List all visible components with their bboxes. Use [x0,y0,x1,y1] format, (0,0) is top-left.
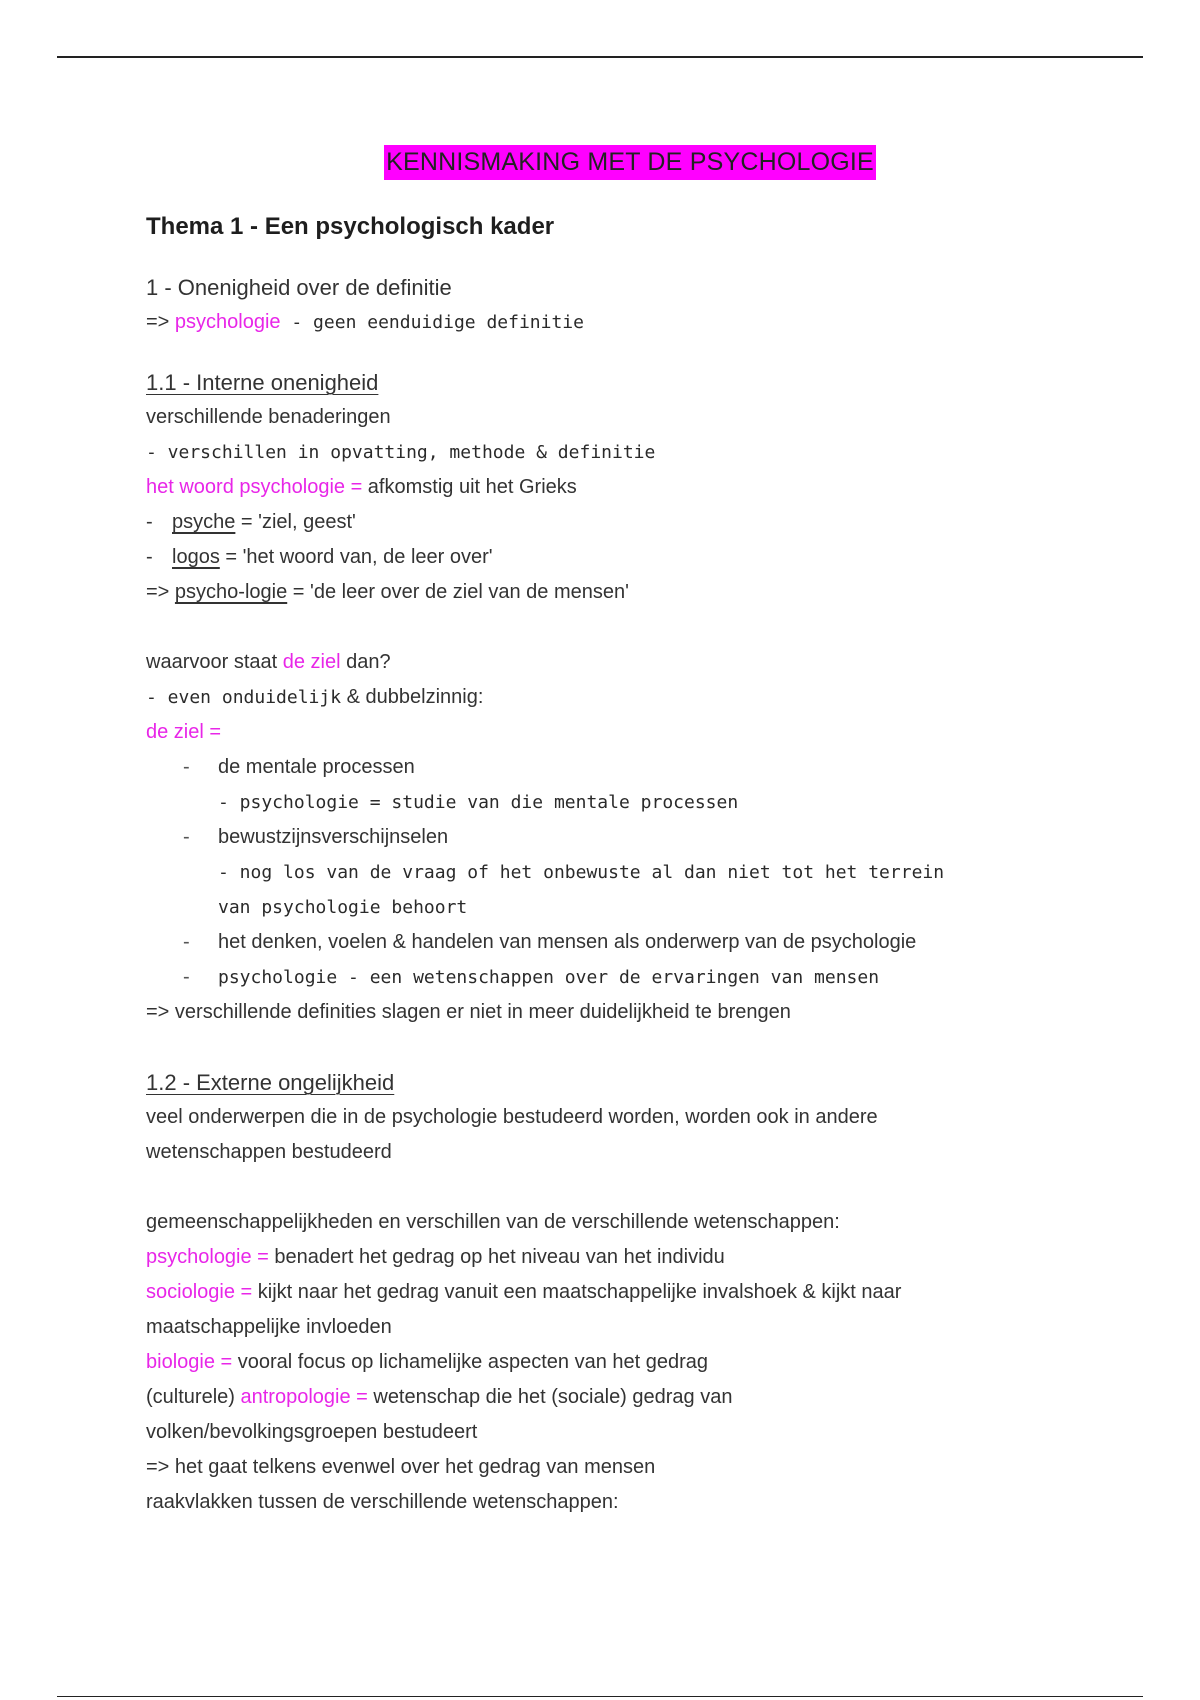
definition-text: - geen eenduidige definitie [280,312,584,333]
paragraph-line: veel onderwerpen die in de psychologie bestudeerd worden, worden ook in andere [146,1106,878,1128]
list-item: - de mentale processen [183,756,415,778]
paragraph-line: gemeenschappelijkheden en verschillen van de verschillende wetenschappen: [146,1211,840,1233]
definition-psychologie: psychologie = benadert het gedrag op het niveau van het individu [146,1246,725,1268]
bottom-rule [57,1696,1143,1697]
top-rule [57,56,1143,58]
page-title: KENNISMAKING MET DE PSYCHOLOGIE [384,145,876,180]
section-1-1-heading: 1.1 - Interne onenigheid [146,370,379,395]
definition-biologie: biologie = vooral focus op lichamelijke aspecten van het gedrag [146,1351,709,1373]
term-de-ziel: de ziel [282,651,341,673]
definition-antropologie: (culturele) antropologie = wetenschap die het (sociale) gedrag van [146,1386,733,1408]
section-1-heading: 1 - Onenigheid over de definitie [146,275,452,300]
list-subitem: - nog los van de vraag of het onbewuste al dan niet tot het terrein [218,862,945,883]
list-subitem: van psychologie behoort [218,897,468,918]
paragraph-line: wetenschappen bestudeerd [146,1141,392,1163]
paragraph-line: verschillende benaderingen [146,406,391,428]
paragraph-line: - psyche = 'ziel, geest' [146,511,356,533]
paragraph-line: volken/bevolkingsgroepen bestudeert [146,1421,478,1443]
document-body [146,145,1106,1520]
paragraph-line: maatschappelijke invloeden [146,1316,392,1338]
paragraph-line: => psycho-logie = 'de leer over de ziel van de mensen' [146,581,629,603]
title-row [146,145,1106,182]
term: het woord psychologie = [146,476,363,498]
paragraph-line: het woord psychologie = afkomstig uit het Grieks [146,476,577,498]
list-item: - het denken, voelen & handelen van mensen als onderwerp van de psychologie [183,931,917,953]
question-line: waarvoor staat de ziel dan? [146,651,391,673]
list-subitem: - psychologie = studie van die mentale processen [218,792,739,813]
list-item: - psychologie - een wetenschappen over de ervaringen van mensen [183,966,880,988]
term-logos: logos [172,546,220,568]
term-psychologie: psychologie [174,311,281,333]
paragraph-line: => het gaat telkens evenwel over het gedrag van mensen [146,1456,656,1478]
term-psycho-logie: psycho-logie [174,581,288,603]
term-psyche: psyche [172,511,236,533]
paragraph-line: - verschillen in opvatting, methode & definitie [146,442,656,463]
section-1-2-heading: 1.2 - Externe ongelijkheid [146,1070,395,1095]
section-1-definition [146,305,1106,340]
theme-heading: Thema 1 - Een psychologisch kader [146,213,555,240]
list-item: - bewustzijnsverschijnselen [183,826,449,848]
paragraph-line: - logos = 'het woord van, de leer over' [146,546,493,568]
conclusion-line: => verschillende definities slagen er niet in meer duidelijkheid te brengen [146,1001,791,1023]
paragraph-line: raakvlakken tussen de verschillende wetenschappen: [146,1491,619,1513]
arrow: => [146,311,170,333]
definition-sociologie: sociologie = kijkt naar het gedrag vanuit een maatschappelijke invalshoek & kijkt naar [146,1281,902,1303]
paragraph-line: - even onduidelijk & dubbelzinnig: [146,686,484,708]
term-de-ziel-def: de ziel = [146,721,222,743]
